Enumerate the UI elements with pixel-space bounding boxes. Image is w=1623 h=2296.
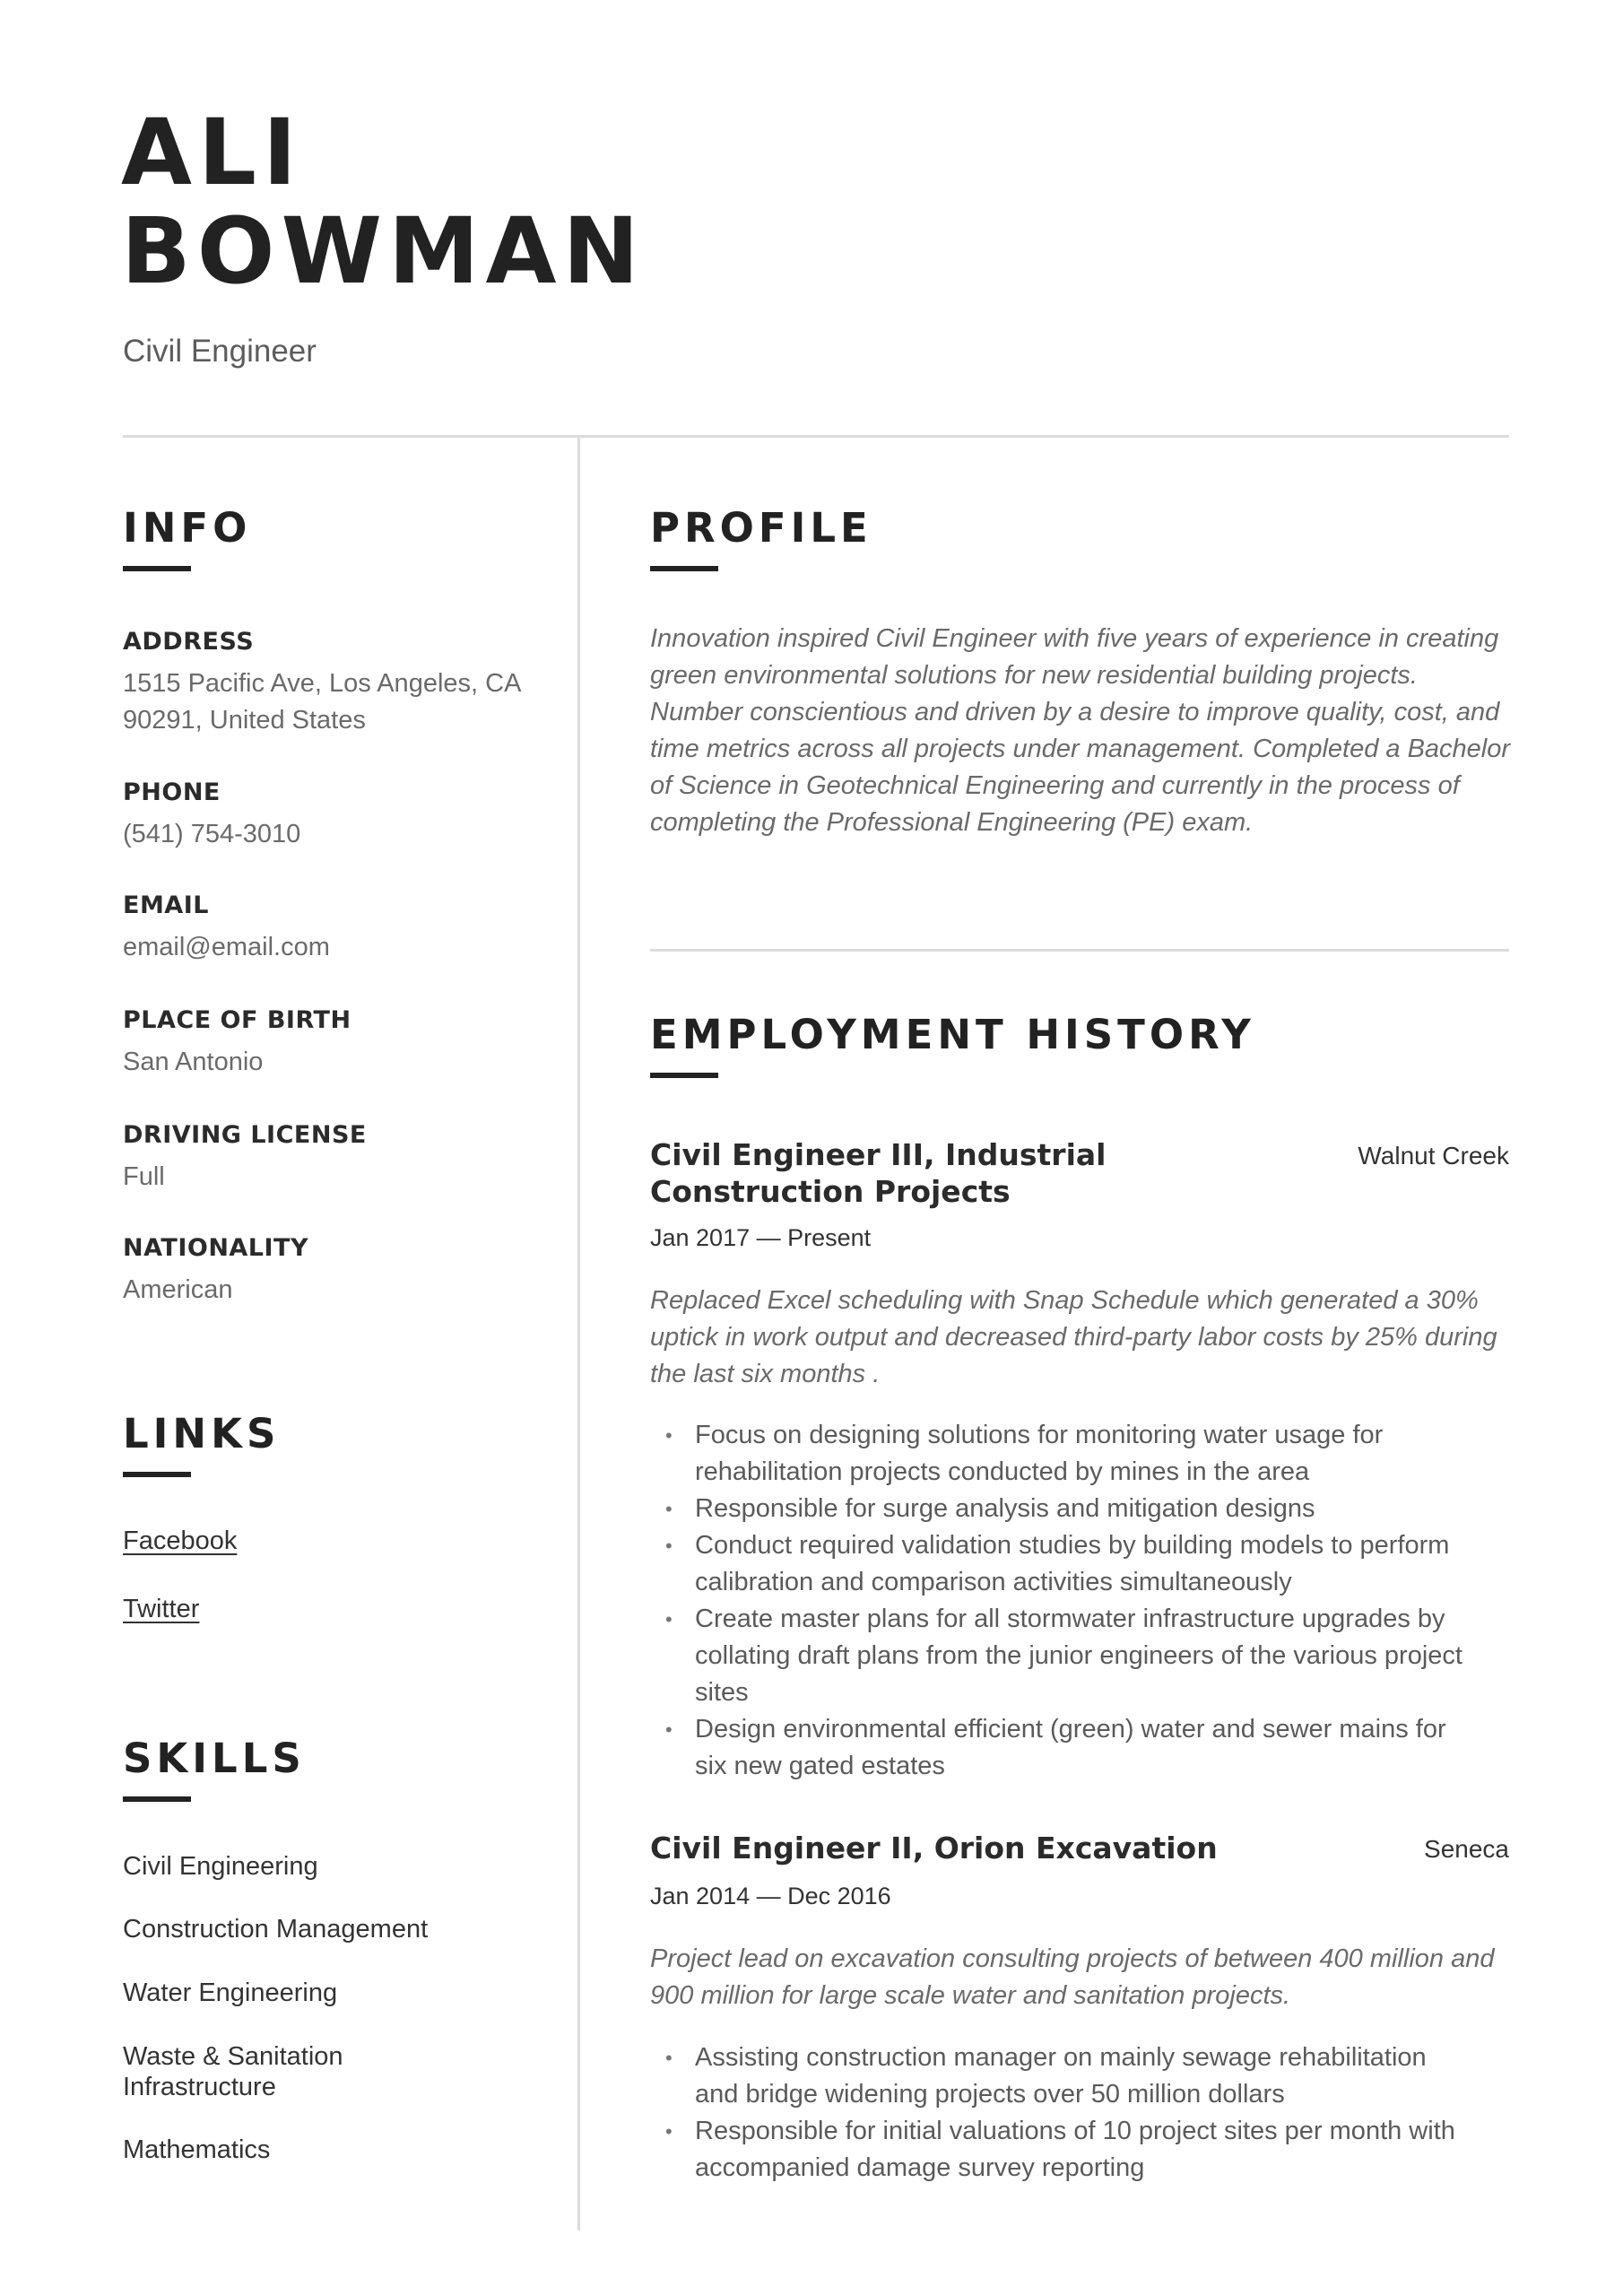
column-divider	[577, 435, 580, 2231]
phone-value: (541) 754-3010	[123, 820, 301, 848]
facebook-link[interactable]: Facebook	[123, 1526, 238, 1555]
birth-label: PLACE OF BIRTH	[123, 1006, 352, 1034]
skills-heading-bar	[123, 1796, 191, 1802]
skills-heading: SKILLS	[123, 1735, 306, 1782]
last-name: BOWMAN	[121, 198, 646, 305]
header-divider	[123, 435, 1509, 438]
job-bullet-list	[650, 1417, 1475, 1785]
list-item: • Responsible for initial valuations of 10 project sites per month with accompanied damage survey reporting	[650, 2113, 1475, 2187]
job-summary: Replaced Excel scheduling with Snap Schedule which generated a 30% uptick in work output and decreased third-party labor costs by 25% during the last six months .	[650, 1286, 1497, 1388]
skill-item: Waste & Sanitation Infrastructure	[123, 2042, 343, 2101]
employment-heading-bar	[650, 1073, 718, 1078]
job-location: Seneca	[1424, 1835, 1509, 1863]
email-value: email@email.com	[123, 933, 330, 961]
job-dates: Jan 2017 — Present	[650, 1224, 872, 1251]
links-heading: LINKS	[123, 1410, 281, 1457]
employment-heading: EMPLOYMENT HISTORY	[650, 1011, 1255, 1058]
license-label: DRIVING LICENSE	[123, 1121, 367, 1149]
profile-heading: PROFILE	[650, 504, 872, 552]
links-heading-bar	[123, 1472, 191, 1477]
list-item: • Conduct required validation studies by building models to perform calibration and comparison activities simultaneously	[650, 1527, 1475, 1601]
profile-text: Innovation inspired Civil Engineer with five years of experience in creating green environmental solutions for new residential building projects. Number conscientious and driven by a desire to improve quality, cost, and time metrics across all projects under management. Completed a Bachelor of Science in Geotechnical Engineering and currently in the process of completing the Professional Engineering (PE) exam.	[650, 624, 1511, 837]
profile-heading-bar	[650, 566, 718, 571]
first-name: ALI	[121, 100, 303, 206]
address-label: ADDRESS	[123, 628, 255, 656]
job-dates: Jan 2014 — Dec 2016	[650, 1883, 891, 1909]
twitter-link[interactable]: Twitter	[123, 1595, 200, 1623]
list-item: • Assisting construction manager on mainly sewage rehabilitation and bridge widening projects over 50 million dollars	[650, 2039, 1475, 2113]
profile-divider	[650, 949, 1509, 952]
address-line-2: 90291, United States	[123, 706, 366, 735]
email-label: EMAIL	[123, 891, 209, 919]
skill-item: Water Engineering	[123, 1979, 338, 2007]
nationality-value: American	[123, 1275, 233, 1304]
job-summary: Project lead on excavation consulting projects of between 400 million and 900 million for large scale water and sanitation projects.	[650, 1944, 1495, 2010]
list-item: • Design environmental efficient (green) water and sewer mains for six new gated estates	[650, 1711, 1475, 1785]
birth-value: San Antonio	[123, 1048, 264, 1076]
info-heading-bar	[123, 566, 191, 571]
job-title: Civil Engineer	[123, 334, 317, 369]
job-title: Civil Engineer II, Orion Excavation	[650, 1831, 1218, 1866]
job-bullet-list	[650, 2039, 1475, 2187]
job-location: Walnut Creek	[1358, 1142, 1509, 1170]
license-value: Full	[123, 1162, 165, 1191]
skill-item: Construction Management	[123, 1915, 429, 1944]
list-item: • Focus on designing solutions for monitoring water usage for rehabilitation projects conducted by mines in the area	[650, 1417, 1475, 1491]
list-item: • Responsible for surge analysis and mitigation designs	[650, 1491, 1475, 1527]
nationality-label: NATIONALITY	[123, 1234, 309, 1262]
phone-label: PHONE	[123, 778, 221, 806]
info-heading: INFO	[123, 504, 252, 552]
job-title: Civil Engineer III, Industrial Construction Projects	[650, 1137, 1107, 1209]
address-line-1: 1515 Pacific Ave, Los Angeles, CA	[123, 669, 522, 698]
list-item: • Create master plans for all stormwater infrastructure upgrades by collating draft plans from the junior engineers of the various project sites	[650, 1601, 1475, 1711]
skill-item: Mathematics	[123, 2135, 271, 2164]
skill-item: Civil Engineering	[123, 1852, 318, 1881]
